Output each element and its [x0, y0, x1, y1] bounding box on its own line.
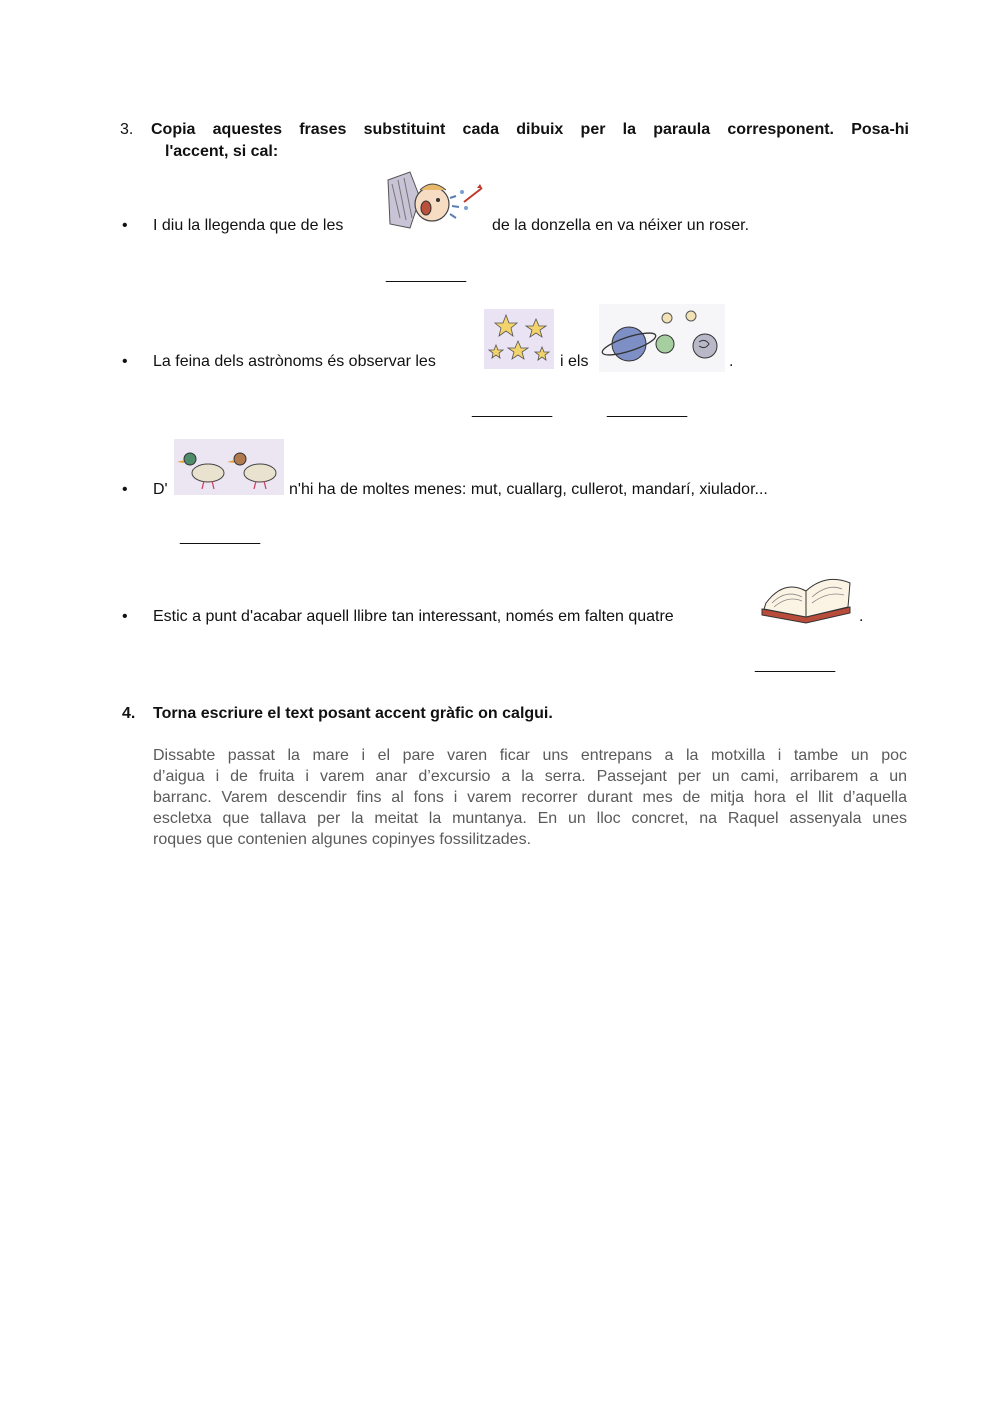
- sentence-2-after: .: [729, 353, 734, 370]
- answer-blank-1[interactable]: _________: [386, 266, 467, 283]
- question-4-number: 4.: [122, 705, 136, 722]
- bullet: •: [122, 481, 128, 498]
- ducks-icon: [174, 439, 284, 495]
- question-3-title-line1: Copia aquestes frases substituint cada dibuix per la paraula corresponent. Posa-hi: [151, 121, 909, 138]
- paragraph-line: Dissabte passat la mare i el pare varen ficar uns entrepans a la motxilla i tambe un poc: [153, 747, 907, 764]
- answer-blank-3[interactable]: _________: [180, 528, 261, 545]
- answer-blank-2b[interactable]: _________: [607, 401, 688, 418]
- bullet: •: [122, 353, 128, 370]
- answer-blank-2a[interactable]: _________: [472, 401, 553, 418]
- question-4-title: Torna escriure el text posant accent gràfic on calgui.: [153, 705, 553, 722]
- sentence-3-before: D': [153, 481, 168, 498]
- stars-icon: [484, 309, 554, 369]
- crying-girl-tears-icon: [380, 168, 488, 236]
- open-book-icon: [758, 569, 858, 625]
- paragraph-line: roques que contenien algunes copinyes fossilitzades.: [153, 831, 532, 848]
- paragraph-line: d’aigua i de fruita i varem anar d’excursio a la serra. Passejant per un cami, arribarem a un: [153, 768, 907, 785]
- bullet: •: [122, 217, 128, 234]
- question-3-number: 3.: [120, 121, 134, 138]
- sentence-1-before: I diu la llegenda que de les: [153, 217, 344, 234]
- answer-blank-4[interactable]: _________: [755, 656, 836, 673]
- bullet: •: [122, 608, 128, 625]
- sentence-2-middle: i els: [560, 353, 589, 370]
- planets-icon: [599, 304, 725, 372]
- sentence-1-after: de la donzella en va néixer un roser.: [492, 217, 750, 234]
- question-4-paragraph: [153, 745, 907, 850]
- sentence-2-before: La feina dels astrònoms és observar les: [153, 353, 436, 370]
- sentence-4-before: Estic a punt d'acabar aquell llibre tan interessant, només em falten quatre: [153, 608, 674, 625]
- sentence-4-after: .: [859, 608, 864, 625]
- paragraph-line: barranc. Varem descendir fins al fons i varem recorrer durant mes de mitja hora el llit d’aquella: [153, 789, 907, 806]
- question-3-title-line2: l'accent, si cal:: [165, 143, 279, 160]
- paragraph-line: escletxa que tallava per la meitat la muntanya. En un lloc concret, na Raquel assenyala unes: [153, 810, 907, 827]
- sentence-3-after: n'hi ha de moltes menes: mut, cuallarg, cullerot, mandarí, xiulador...: [289, 481, 768, 498]
